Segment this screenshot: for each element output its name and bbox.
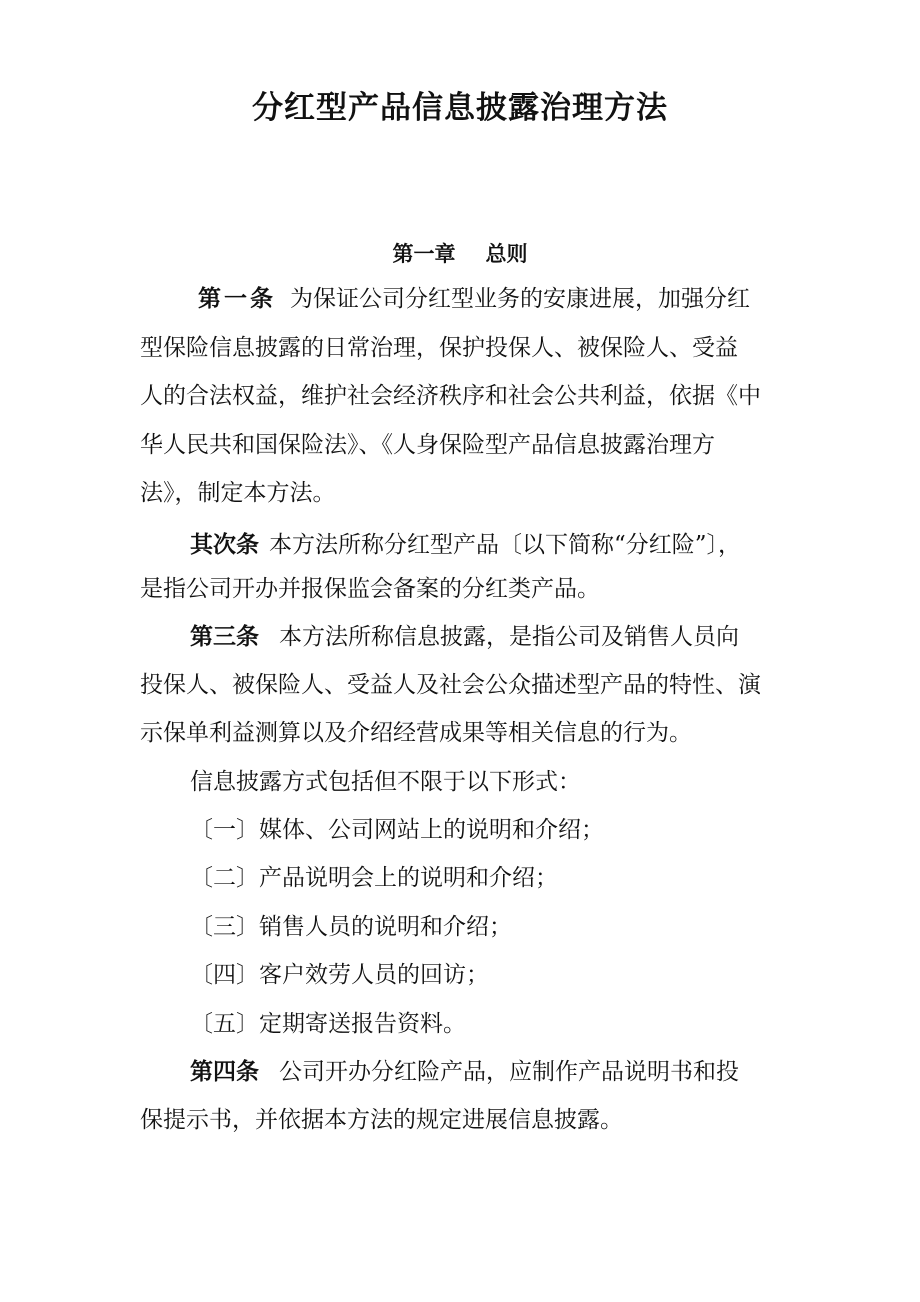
disclosure-form-item: 〔二〕产品说明会上的说明和介绍； — [190, 865, 558, 891]
disclosure-form-item: 〔三〕销售人员的说明和介绍； — [190, 914, 512, 940]
article-3-label: 第三条 — [190, 624, 259, 650]
article-1-text-1: 为保证公司分红型业务的安康进展，加强分红 — [290, 286, 750, 312]
article-3-line-2: 投保人、被保险人、受益人及社会公众描述型产品的特性、演 — [140, 672, 761, 698]
disclosure-form-item: 〔一〕媒体、公司网站上的说明和介绍； — [190, 817, 604, 843]
article-2-line-1 — [190, 530, 741, 560]
article-4-line-1 — [190, 1057, 739, 1087]
article-1-line-3: 人的合法权益，维护社会经济秩序和社会公共利益，依据《中 — [140, 383, 761, 409]
article-3-line-1 — [190, 622, 739, 652]
article-2-line-2: 是指公司开办并报保监会备案的分红类产品。 — [140, 576, 600, 602]
article-1-label: 第一条 — [198, 286, 276, 312]
article-2-text-1: 本方法所称分红型产品〔以下简称“分红险”〕， — [269, 532, 742, 558]
article-4-line-2: 保提示书，并依据本方法的规定进展信息披露。 — [140, 1107, 623, 1133]
chapter-name: 总则 — [485, 242, 528, 266]
article-4-label: 第四条 — [190, 1059, 259, 1085]
chapter-heading — [0, 238, 920, 268]
article-3-text-1: 本方法所称信息披露，是指公司及销售人员向 — [279, 624, 739, 650]
article-1-line-4: 华人民共和国保险法》、《人身保险型产品信息披露治理方 — [140, 432, 715, 458]
document-title: 分红型产品信息披露治理方法 — [252, 90, 668, 126]
article-3-line-3: 示保单利益测算以及介绍经营成果等相关信息的行为。 — [140, 720, 692, 746]
article-1-line-1 — [198, 284, 750, 314]
article-1-line-5: 法》，制定本方法。 — [140, 480, 336, 506]
article-2-label: 其次条 — [190, 532, 259, 558]
disclosure-forms-intro: 信息披露方式包括但不限于以下形式： — [190, 769, 581, 795]
disclosure-form-item: 〔四〕客户效劳人员的回访； — [190, 962, 489, 988]
disclosure-form-item: 〔五〕定期寄送报告资料。 — [190, 1011, 466, 1037]
chapter-number: 第一章 — [392, 242, 456, 266]
article-4-text-1: 公司开办分红险产品，应制作产品说明书和投 — [279, 1059, 739, 1085]
article-1-line-2: 型保险信息披露的日常治理，保护投保人、被保险人、受益 — [140, 335, 738, 361]
